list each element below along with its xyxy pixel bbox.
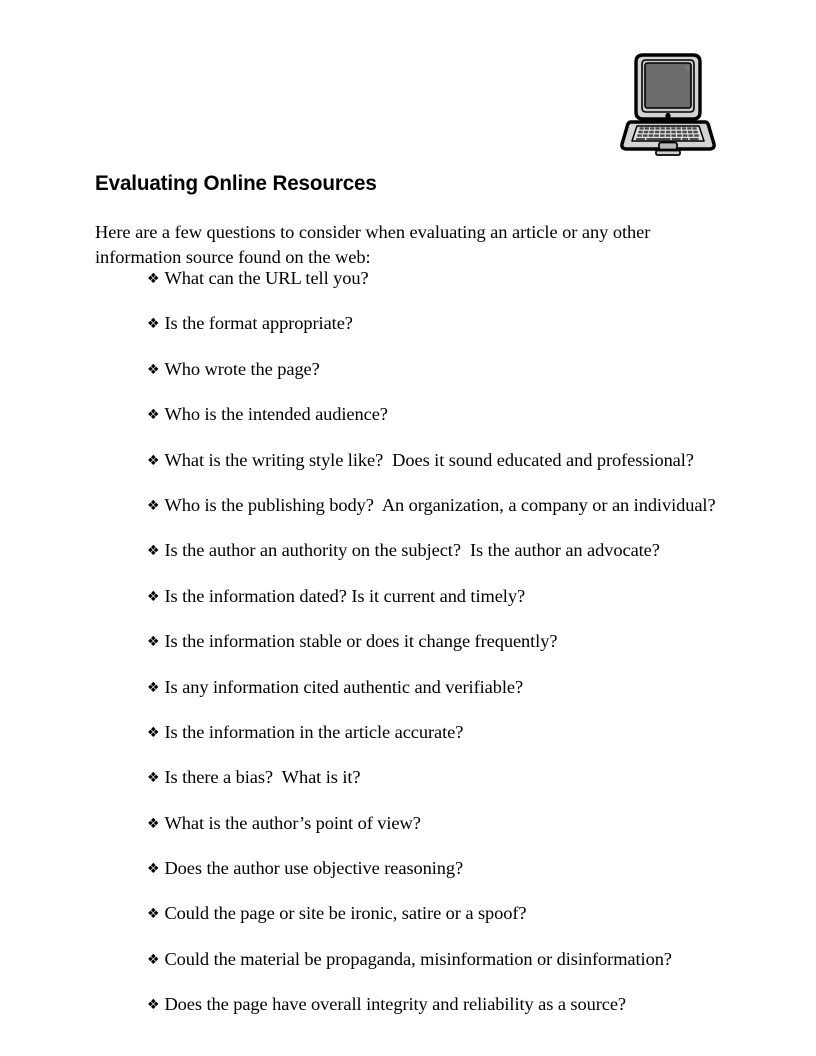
diamond-bullet-icon: ❖ — [147, 770, 160, 787]
diamond-bullet-icon: ❖ — [147, 634, 160, 651]
question-list — [147, 267, 747, 1018]
diamond-bullet-icon: ❖ — [147, 906, 160, 923]
question-text: Does the author use objective reasoning? — [164, 858, 464, 879]
list-item — [147, 721, 747, 746]
question-text: Does the page have overall integrity and reliability as a source? — [164, 994, 627, 1015]
list-item — [147, 902, 747, 927]
diamond-bullet-icon: ❖ — [147, 951, 160, 968]
question-text: Is the information stable or does it change frequently? — [164, 631, 558, 652]
diamond-bullet-icon: ❖ — [147, 724, 160, 741]
diamond-bullet-icon: ❖ — [147, 407, 160, 424]
list-item — [147, 676, 747, 701]
list-item — [147, 857, 747, 882]
diamond-bullet-icon: ❖ — [147, 316, 160, 333]
list-item — [147, 993, 747, 1018]
question-text: Could the material be propaganda, misinformation or disinformation? — [164, 948, 672, 969]
question-text: Is any information cited authentic and verifiable? — [164, 676, 524, 697]
list-item — [147, 948, 747, 973]
diamond-bullet-icon: ❖ — [147, 271, 160, 287]
list-item — [147, 358, 747, 383]
laptop-icon — [618, 48, 718, 160]
question-text: Is the information dated? Is it current and timely? — [164, 585, 526, 606]
diamond-bullet-icon: ❖ — [147, 497, 160, 514]
diamond-bullet-icon: ❖ — [147, 815, 160, 832]
list-item — [147, 812, 747, 837]
question-text: Is the author an authority on the subject? Is the author an advocate? — [164, 540, 660, 561]
diamond-bullet-icon: ❖ — [147, 452, 160, 469]
list-item — [147, 449, 747, 474]
question-text: Is the format appropriate? — [164, 313, 353, 334]
question-text: What is the writing style like? Does it sound educated and professional? — [164, 449, 694, 470]
list-item — [147, 630, 747, 655]
diamond-bullet-icon: ❖ — [147, 997, 160, 1014]
page-title: Evaluating Online Resources — [95, 171, 377, 196]
list-item — [147, 494, 747, 519]
diamond-bullet-icon: ❖ — [147, 588, 160, 605]
diamond-bullet-icon: ❖ — [147, 861, 160, 878]
diamond-bullet-icon: ❖ — [147, 679, 160, 696]
list-item — [147, 403, 747, 428]
list-item — [147, 585, 747, 610]
list-item — [147, 312, 747, 337]
question-text: Who is the publishing body? An organization, a company or an individual? — [164, 494, 716, 515]
intro-paragraph: Here are a few questions to consider when evaluating an article or any other information source found on the web: — [95, 222, 651, 267]
list-item — [147, 539, 747, 564]
list-item — [147, 267, 747, 292]
diamond-bullet-icon: ❖ — [147, 361, 160, 378]
question-text: Who wrote the page? — [164, 358, 320, 379]
question-text: Is the information in the article accurate? — [164, 721, 464, 742]
question-text: What is the author’s point of view? — [164, 812, 421, 833]
question-text: Who is the intended audience? — [164, 404, 388, 425]
question-text: What can the URL tell you? — [164, 268, 369, 288]
diamond-bullet-icon: ❖ — [147, 543, 160, 560]
question-text: Could the page or site be ironic, satire or a spoof? — [164, 903, 527, 924]
question-text: Is there a bias? What is it? — [164, 767, 361, 788]
list-item — [147, 766, 747, 791]
